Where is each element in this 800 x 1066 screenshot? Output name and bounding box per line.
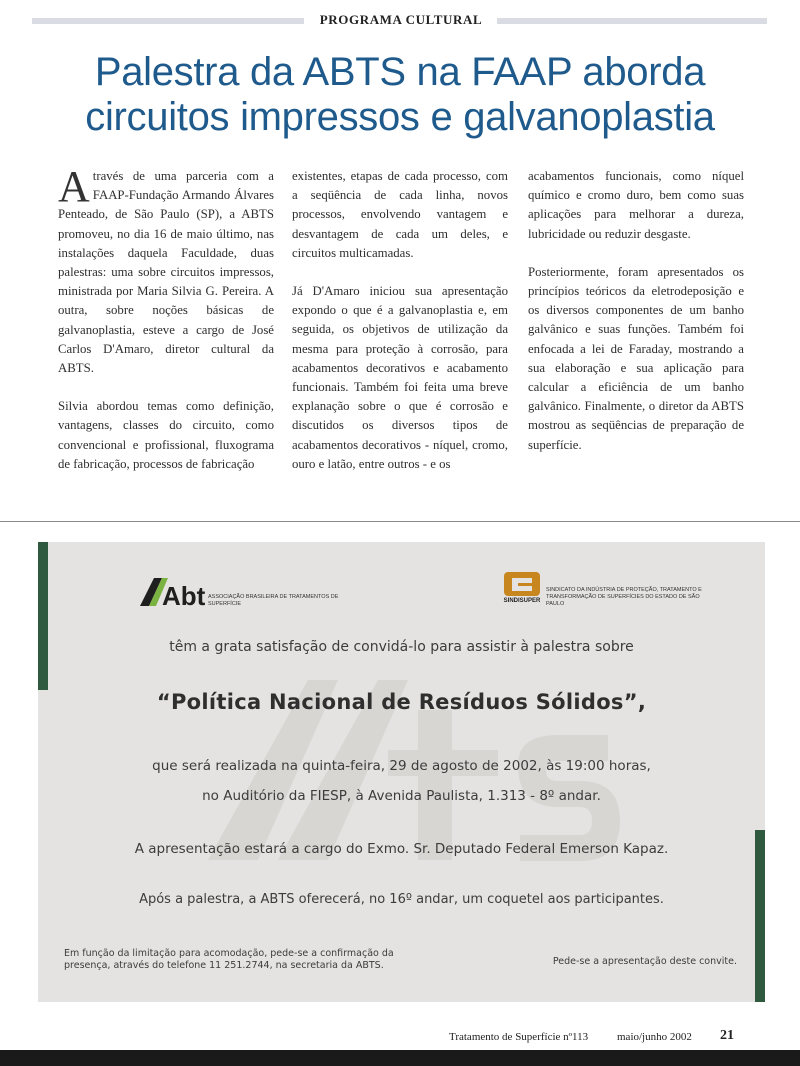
rsvp-note: Em função da limitação para acomodação, pede-se a confirmação da presença, através do telefone 11 251.2744, na secretaria da ABTS. — [64, 948, 394, 971]
abts-logo-icon — [138, 572, 206, 608]
section-label: PROGRAMA CULTURAL — [319, 12, 483, 27]
abts-logo-text: Abt — [162, 581, 206, 608]
talk-title: “Política Nacional de Resíduos Sólidos”, — [156, 690, 647, 714]
event-speaker: A apresentação estará a cargo do Exmo. Sr. Deputado Federal Emerson Kapaz. — [134, 841, 669, 857]
sindisuper-logo — [500, 572, 702, 607]
event-date-time: que será realizada na quinta-feira, 29 de agosto de 2002, às 19:00 horas, — [152, 758, 651, 774]
article-paragraph-continued: existentes, etapas de cada processo, com a seqüência de cada linha, novos processos, envolvendo vantagem e desvantagem de cada um deles, e circuitos multicamadas. — [292, 169, 508, 260]
article-paragraph-4: Posteriormente, foram apresentados os princípios teóricos da eletrodeposição e os diversos componentes de um banho galvânico e suas funções. Também foi enfocada a lei de Faraday, mostrando a sua elaboração e sua aplicação para calcular a eficiência de um banho galvânico. Finalmente, o diretor da ABTS mostrou as seqüências de preparação de superfície. — [528, 264, 744, 452]
header-rule-right — [497, 18, 767, 24]
issue-date: maio/junho 2002 — [617, 1031, 692, 1043]
invitation-intro: têm a grata satisfação de convidá-lo para assistir à palestra sobre — [169, 639, 634, 655]
page-footer — [0, 1028, 800, 1048]
article-paragraph-2: Silvia abordou temas como definição, vantagens, classes do circuito, como convencional e profissional, fluxograma de fabricação, processos de fabricação — [58, 399, 274, 471]
bottom-band — [0, 1050, 800, 1066]
event-venue: no Auditório da FIESP, à Avenida Paulista, 1.313 - 8º andar. — [202, 788, 601, 804]
invitation-required-note: Pede-se a apresentação deste convite. — [552, 956, 737, 967]
article-column-3 — [528, 167, 744, 474]
sindisuper-name: SINDISUPER — [503, 598, 541, 604]
article-column-2 — [292, 167, 508, 493]
magazine-name: Tratamento de Superfície nº113 — [449, 1031, 589, 1043]
sindisuper-logo-icon — [500, 572, 544, 598]
abts-logo — [138, 572, 339, 613]
accent-bar-left — [38, 542, 48, 690]
article-paragraph-1-text: través de uma parceria com a FAAP-Fundação Armando Álvares Penteado, de São Paulo (SP), a ABTS promoveu, no dia 16 de maio último, nas instalações daquela Faculdade, duas palestras: uma sobre circuitos impressos, ministrada por Maria Silvia G. Pereira. A outra, sobre noções básicas de galvanoplastia, esteve a cargo de José Carlos D'Amaro, diretor cultural da ABTS. — [58, 169, 274, 376]
event-cocktail: Após a palestra, a ABTS oferecerá, no 16º andar, um coquetel aos participantes. — [139, 892, 664, 907]
header-rule-left — [32, 18, 304, 24]
page-divider — [0, 521, 800, 522]
page-number: 21 — [720, 1028, 734, 1043]
article-headline: Palestra da ABTS na FAAP aborda circuitos impressos e galvanoplastia — [85, 50, 715, 139]
article-paragraph-1 — [58, 162, 274, 378]
article-paragraph-3: Já D'Amaro iniciou sua apresentação expondo o que é a galvanoplastia e, em seguida, os objetivos de utilização da mesma para proteção à corrosão, para acabamentos decorativos e acabamento funcionais. Também foi feita uma breve explanação sobre o que é corrosão e discutidos os diversos tipos de acabamentos decorativos - níquel, cromo, ouro e latão, entre outros - e os — [292, 284, 508, 471]
article-column-1 — [58, 162, 274, 493]
section-header — [0, 12, 800, 32]
drop-cap: A — [58, 162, 90, 211]
article-paragraph-continued: acabamentos funcionais, como níquel químico e cromo duro, bem como suas aplicações para melhorar a dureza, lubricidade ou reduzir desgaste. — [528, 169, 744, 241]
sindisuper-full-name: SINDICATO DA INDÚSTRIA DE PROTEÇÃO, TRATAMENTO E TRANSFORMAÇÃO DE SUPERFÍCIES DO ESTADO DE SÃO PAULO — [546, 587, 702, 607]
invitation-card — [38, 542, 765, 1002]
abts-full-name: ASSOCIAÇÃO BRASILEIRA DE TRATAMENTOS DE SUPERFÍCIE — [208, 594, 339, 607]
